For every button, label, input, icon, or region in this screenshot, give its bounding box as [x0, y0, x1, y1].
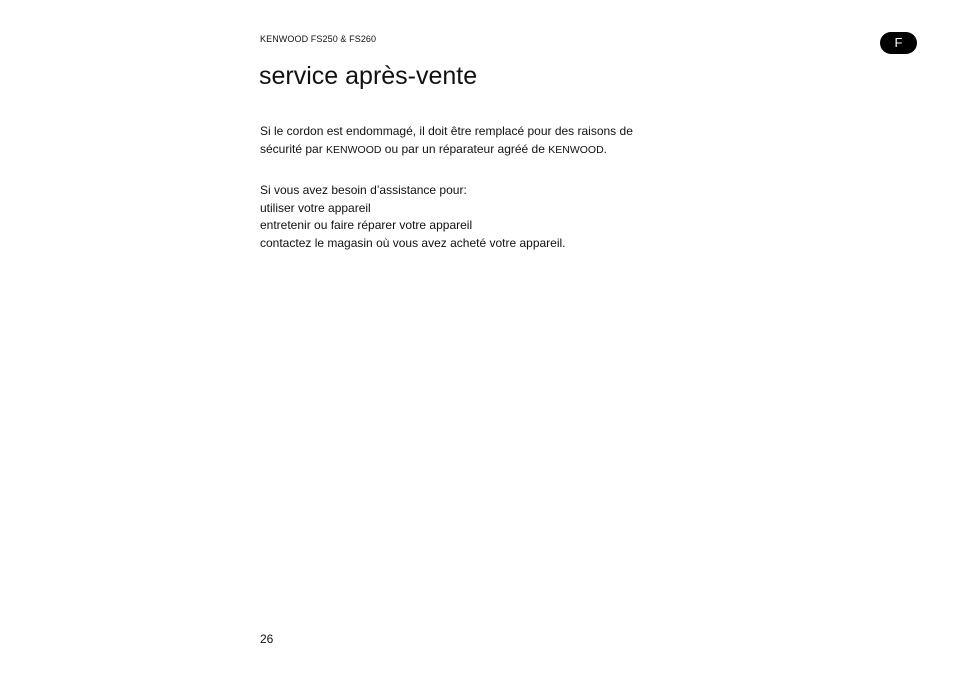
cord-warning-line-2: [260, 140, 633, 159]
assistance-item-maintain: entretenir ou faire réparer votre appareil: [260, 218, 473, 232]
assistance-item-contact: contactez le magasin où vous avez acheté votre appareil.: [260, 235, 566, 250]
brand-name: KENWOOD: [326, 144, 382, 156]
cord-warning-text-middle: ou par un réparateur agréé de: [381, 142, 549, 156]
language-badge: F: [880, 32, 917, 54]
cord-warning-line-1: Si le cordon est endommagé, il doit être remplacé pour des raisons de: [260, 124, 633, 138]
assistance-item-use: utiliser votre appareil: [260, 200, 371, 215]
assistance-paragraph: [260, 182, 566, 252]
page-title: service après-vente: [259, 62, 478, 90]
assistance-intro: Si vous avez besoin d’assistance pour:: [260, 183, 467, 197]
cord-warning-text-start: sécurité par: [260, 142, 327, 156]
brand-name: KENWOOD: [548, 144, 604, 156]
header-model-name: KENWOOD FS250 & FS260: [260, 34, 377, 44]
page-number: 26: [260, 632, 274, 646]
cord-warning-text-end: .: [603, 142, 607, 156]
cord-warning-paragraph: [260, 122, 633, 159]
